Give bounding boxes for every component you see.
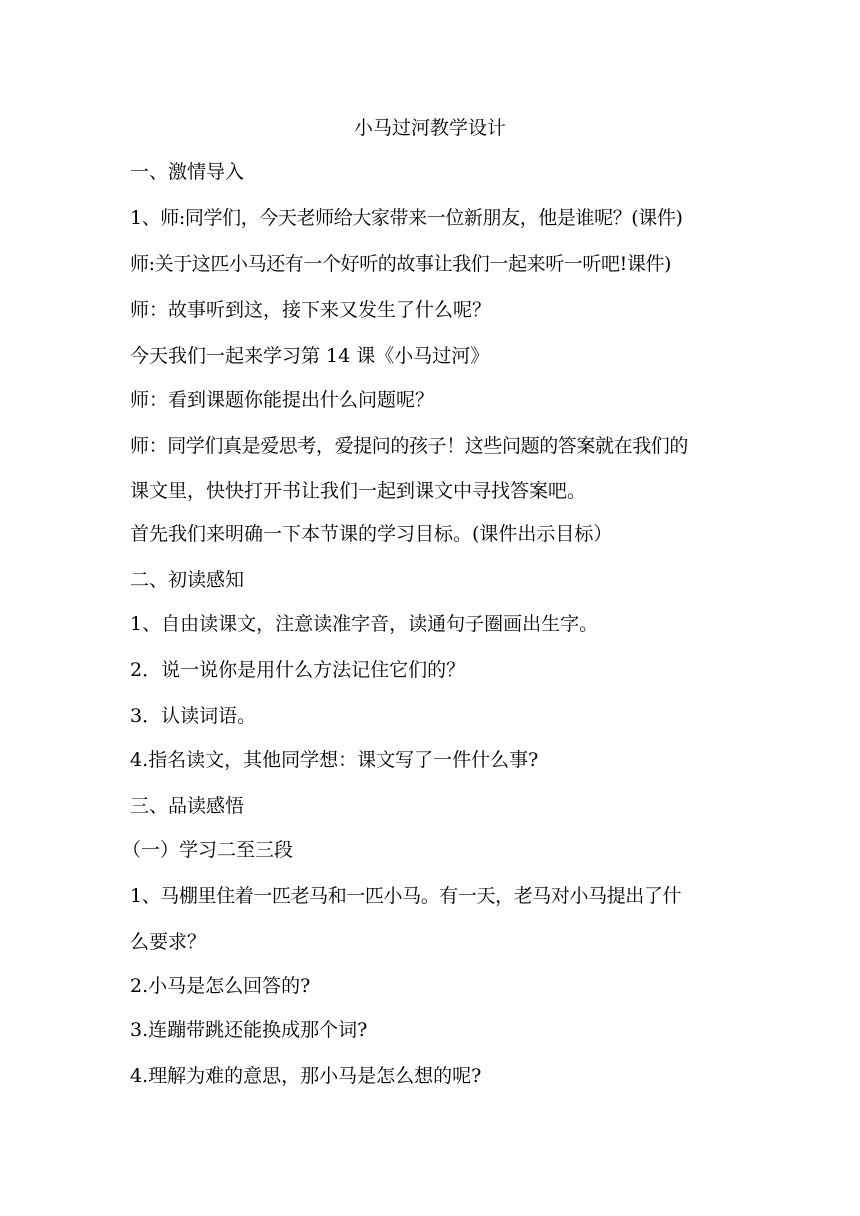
section-heading-intro: 一、激情导入	[130, 161, 245, 183]
section-heading-reading-appreciation: 三、品读感悟	[130, 795, 245, 817]
text-line: 3.连蹦带跳还能换成那个词?	[130, 1019, 368, 1041]
text-line: 1、师:同学们，今天老师给大家带来一位新朋友，他是谁呢？(课件)	[130, 207, 683, 229]
text-line: 4.理解为难的意思，那小马是怎么想的呢?	[130, 1065, 482, 1087]
text-line: 师：同学们真是爱思考，爱提问的孩子！这些问题的答案就在我们的	[130, 435, 689, 457]
text-line: 师：故事听到这，接下来又发生了什么呢？	[130, 299, 492, 321]
text-line: 2.小马是怎么回答的?	[130, 975, 311, 997]
text-line: 师：看到课题你能提出什么问题呢？	[130, 389, 435, 411]
text-line: 首先我们来明确一下本节课的学习目标。(课件出示目标）	[130, 523, 613, 545]
text-line: 3．认读词语。	[130, 705, 257, 727]
text-line: 4.指名读文，其他同学想：课文写了一件什么事?	[130, 749, 539, 771]
document-title: 小马过河教学设计	[353, 117, 506, 139]
subsection-heading: （一）学习二至三段	[122, 839, 294, 861]
text-line: 么要求？	[130, 931, 207, 953]
text-line: 2．说一说你是用什么方法记住它们的？	[130, 659, 466, 681]
text-line: 课文里，快快打开书让我们一起到课文中寻找答案吧。	[130, 480, 587, 502]
text-line: 1、自由读课文，注意读准字音，读通句子圈画出生字。	[130, 613, 599, 635]
text-line: 今天我们一起来学习第 14 课《小马过河》	[130, 345, 490, 367]
text-line: 师:关于这匹小马还有一个好听的故事让我们一起来听一听吧!课件)	[130, 253, 672, 275]
text-line: 1、马棚里住着一匹老马和一匹小马。有一天，老马对小马提出了什	[130, 885, 682, 907]
section-heading-first-reading: 二、初读感知	[130, 569, 245, 591]
